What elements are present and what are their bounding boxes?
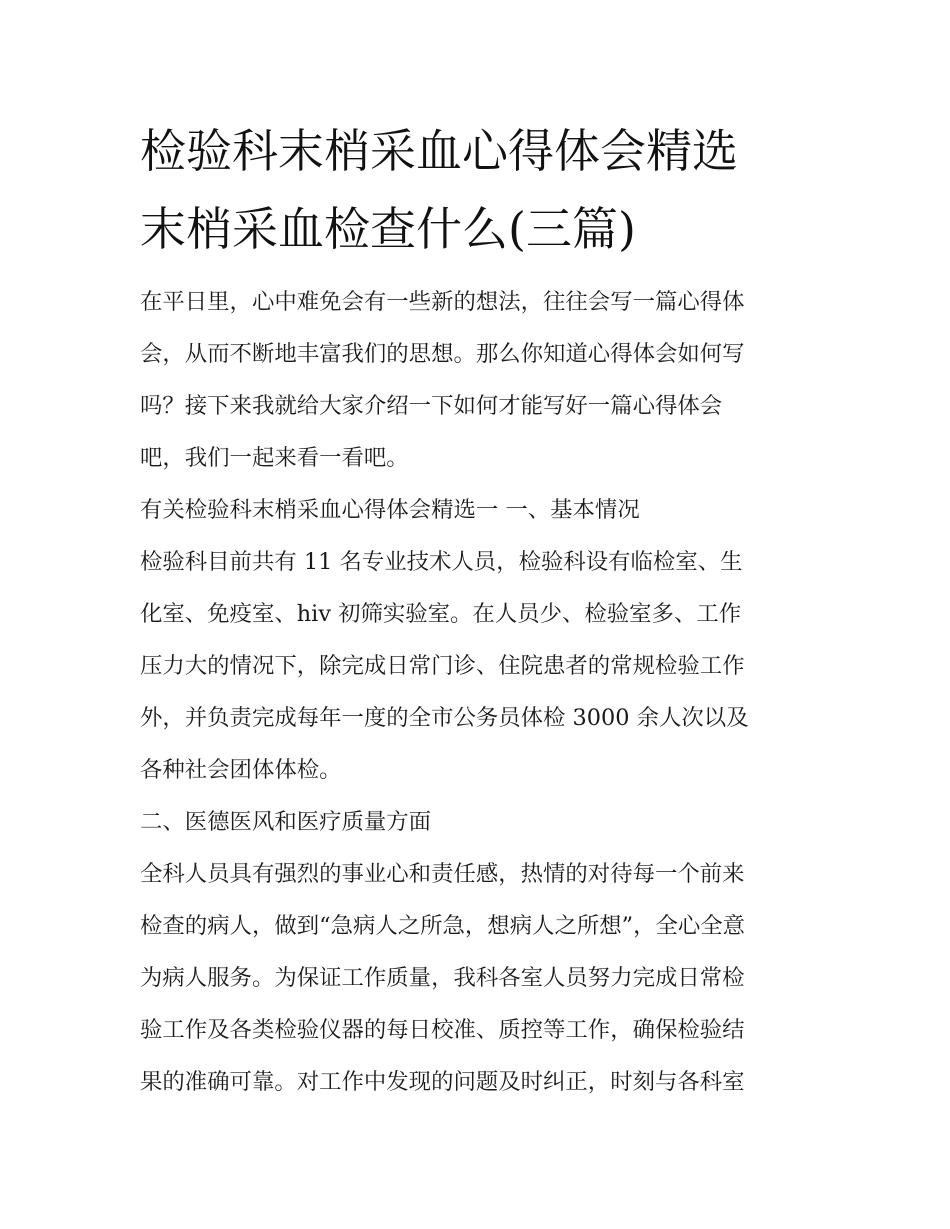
body-line: 为病人服务。为保证工作质量，我科各室人员努力完成日常检 (140, 965, 745, 991)
document-body (140, 276, 812, 1108)
title-line-2: 末梢采血检查什么(三篇) (140, 202, 636, 256)
body-line: 各种社会团体体检。 (140, 757, 342, 783)
body-line: 检验科目前共有 11 名专业技术人员，检验科设有临检室、生 (140, 549, 743, 575)
body-line: 压力大的情况下，除完成日常门诊、住院患者的常规检验工作 (140, 653, 745, 679)
body-line: 会，从而不断地丰富我们的思想。那么你知道心得体会如何写 (140, 341, 745, 367)
body-line: 外，并负责完成每年一度的全市公务员体检 3000 余人次以及 (140, 705, 749, 731)
body-line: 在平日里，心中难免会有一些新的想法，往往会写一篇心得体 (140, 289, 745, 315)
section-heading-1: 有关检验科末梢采血心得体会精选一 一、基本情况 (140, 497, 640, 523)
section-heading-2: 二、医德医风和医疗质量方面 (140, 809, 432, 835)
body-line: 验工作及各类检验仪器的每日校准、质控等工作，确保检验结 (140, 1017, 745, 1043)
body-line: 检查的病人，做到“急病人之所急，想病人之所想”，全心全意 (140, 913, 746, 939)
body-line: 果的准确可靠。对工作中发现的问题及时纠正，时刻与各科室 (140, 1069, 745, 1095)
body-line: 化室、免疫室、hiv 初筛实验室。在人员少、检验室多、工作 (140, 601, 742, 627)
body-line: 吗？接下来我就给大家介绍一下如何才能写好一篇心得体会 (140, 393, 723, 419)
body-line: 全科人员具有强烈的事业心和责任感，热情的对待每一个前来 (140, 861, 745, 887)
body-line: 吧，我们一起来看一看吧。 (140, 445, 409, 471)
title-line-1: 检验科末梢采血心得体会精选 (140, 124, 738, 178)
document-title (140, 112, 820, 268)
